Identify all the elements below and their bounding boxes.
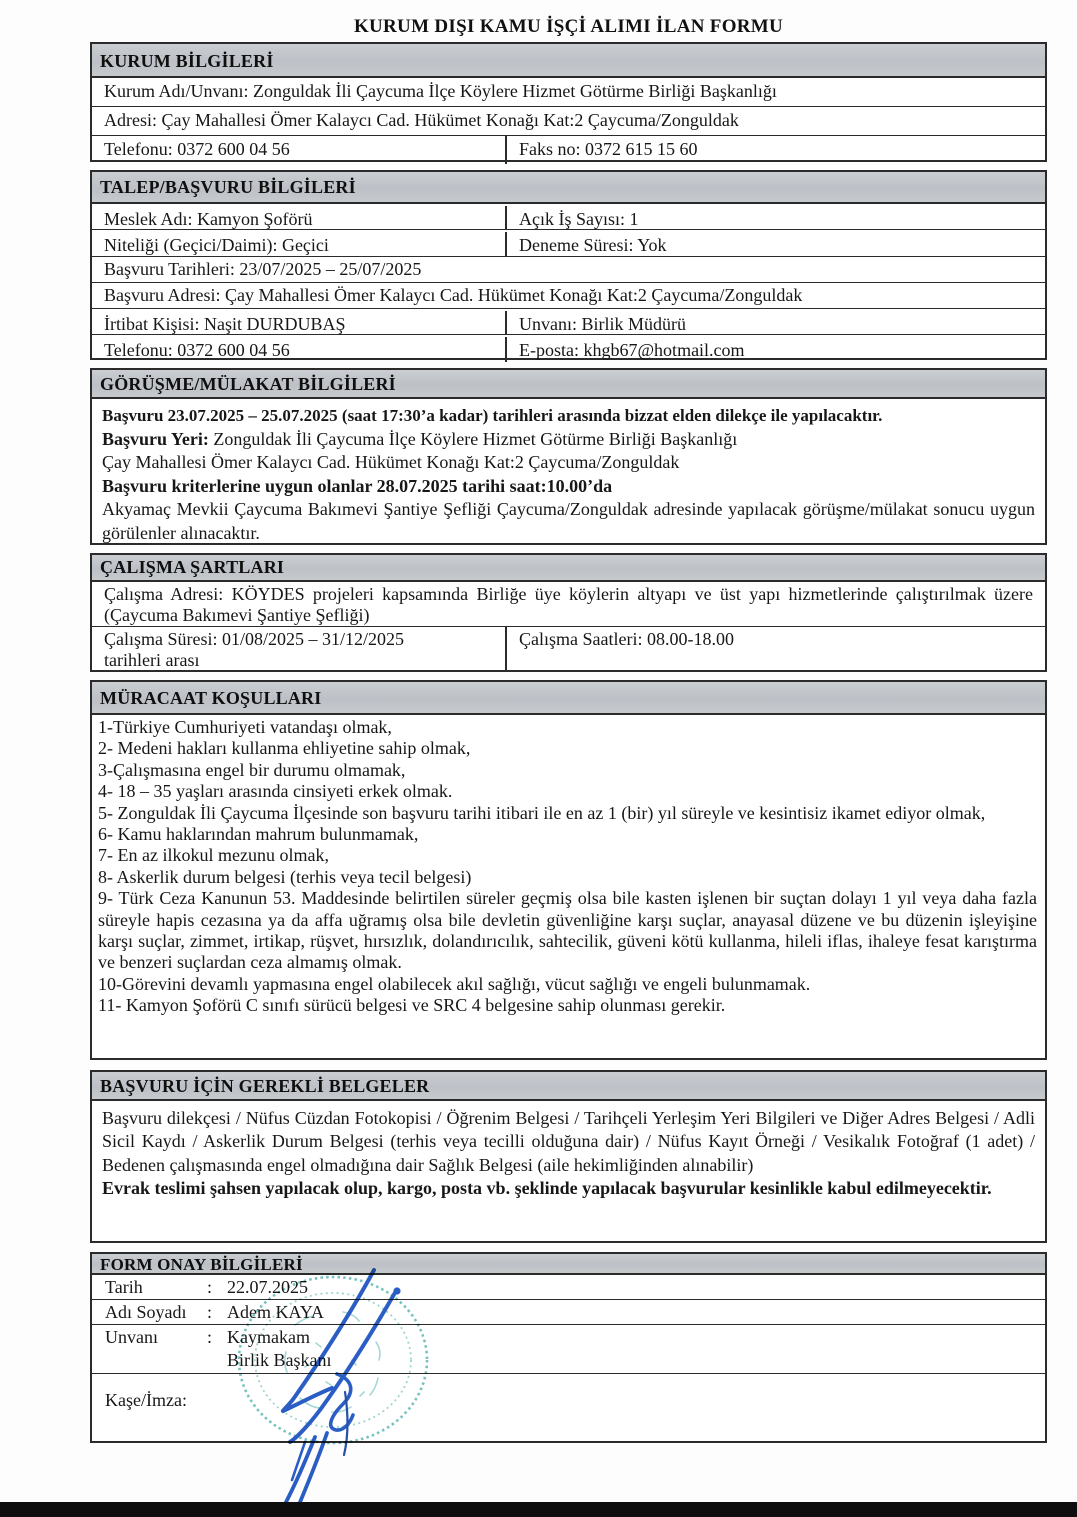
section-header-calisma: ÇALIŞMA ŞARTLARI — [92, 555, 1045, 582]
adi-soyadi-colon: : — [207, 1302, 213, 1322]
unvani-value-2: Birlik Başkanı — [227, 1350, 332, 1370]
muracaat-item-7: 7- En az ilkokul mezunu olmak, — [98, 845, 329, 866]
tarih-colon: : — [207, 1277, 213, 1297]
section-header-belgeler: BAŞVURU İÇİN GEREKLİ BELGELER — [92, 1072, 1045, 1101]
row-telefon-eposta — [92, 335, 1045, 361]
row-kurum-adi: Kurum Adı/Unvanı: Zonguldak İli Çaycuma İlçe Köylere Hizmet Götürme Birliği Başkanlığı — [92, 78, 1045, 107]
row-irtibat-unvan — [92, 309, 1045, 335]
row-telefon-faks — [92, 136, 1045, 164]
row-basvuru-adresi: Başvuru Adresi: Çay Mahallesi Ömer Kalaycı Cad. Hükümet Konağı Kat:2 Çaycuma/Zonguldak — [92, 283, 1045, 309]
section-header-muracaat: MÜRACAAT KOŞULLARI — [92, 682, 1045, 715]
section-gorusme-mulakat — [90, 368, 1047, 545]
section-talep-basvuru — [90, 170, 1047, 360]
row-niteligi-deneme — [92, 230, 1045, 256]
belgeler-text-block — [92, 1101, 1045, 1201]
cell-telefon2: Telefonu: 0372 600 04 56 — [92, 337, 507, 361]
cell-irtibat: İrtibat Kişisi: Naşit DURDUBAŞ — [92, 311, 507, 334]
row-meslek-acikis — [92, 204, 1045, 230]
cell-deneme: Deneme Süresi: Yok — [519, 235, 667, 256]
screenshot-bottom-bar — [0, 1502, 1077, 1517]
cell-telefon: Telefonu: 0372 600 04 56 — [92, 136, 507, 164]
section-header-onay: FORM ONAY BİLGİLERİ — [92, 1254, 1045, 1275]
gorusme-line2 — [102, 428, 1035, 452]
row-calisma-adresi: Çalışma Adresi: KÖYDES projeleri kapsamında Birliğe üye köylerin altyapı ve üst yapı hizmetlerinde çalıştırılmak üzere (Çaycuma Bakımevi Şantiye Şefliği) — [92, 582, 1045, 627]
gorusme-line2-label: Başvuru Yeri: — [102, 428, 214, 449]
belgeler-text: Başvuru dilekçesi / Nüfus Cüzdan Fotokopisi / Öğrenim Belgesi / Tarihçeli Yerleşim Yeri Bilgileri ve Diğer Adres Belgesi / Adli Sicil Kaydı / Askerlik Durum Belgesi (terhis veya tecilli olduğuna dair) / Nüfus Kayıt Örneği / Vesikalık Fotoğraf (1 adet) / Bedenen çalışmasında engel olmadığına dair Sağlık Belgesi (aile hekimliğinden alınabilir) — [102, 1108, 1035, 1175]
section-gerekli-belgeler — [90, 1070, 1047, 1243]
section-kurum-bilgileri — [90, 42, 1047, 162]
gorusme-line1: Başvuru 23.07.2025 – 25.07.2025 (saat 17:30’a kadar) tarihleri arasında bizzat elden dilekçe ile yapılacaktır. — [102, 406, 883, 425]
cell-niteligi: Niteliği (Geçici/Daimi): Geçici — [92, 232, 507, 255]
adi-soyadi-value: Adem KAYA — [227, 1302, 324, 1322]
unvani-value-1: Kaymakam — [227, 1327, 310, 1347]
muracaat-item-3: 3-Çalışmasına engel bir durumu olmamak, — [98, 759, 406, 780]
muracaat-item-5: 5- Zonguldak İli Çaycuma İlçesinde son başvuru tarihi itibari ile en az 1 (bir) yıl süreyle ve kesintisiz ikamet ediyor olmak, — [98, 802, 986, 823]
muracaat-item-1: 1-Türkiye Cumhuriyeti vatandaşı olmak, — [98, 717, 392, 737]
page-title: KURUM DIŞI KAMU İŞÇİ ALIMI İLAN FORMU — [353, 16, 784, 37]
muracaat-item-4: 4- 18 – 35 yaşları arasında cinsiyeti erkek olmak. — [98, 781, 453, 802]
cell-acik-is: Açık İş Sayısı: 1 — [519, 209, 639, 229]
muracaat-item-2: 2- Medeni hakları kullanma ehliyetine sahip olmak, — [98, 738, 471, 759]
calisma-suresi-line2: tarihleri arası — [104, 650, 200, 670]
row-kurum-adres: Adresi: Çay Mahallesi Ömer Kalaycı Cad. Hükümet Konağı Kat:2 Çaycuma/Zonguldak — [92, 107, 1045, 136]
row-unvani — [92, 1325, 1045, 1374]
cell-faks: Faks no: 0372 615 15 60 — [519, 139, 698, 159]
section-muracaat-kosullari — [90, 680, 1047, 1060]
kase-imza-label: Kaşe/İmza: — [105, 1390, 187, 1410]
cell-eposta: E-posta: khgb67@hotmail.com — [519, 340, 745, 361]
section-header-gorusme: GÖRÜŞME/MÜLAKAT BİLGİLERİ — [92, 370, 1045, 399]
cell-unvan: Unvanı: Birlik Müdürü — [519, 314, 686, 335]
cell-meslek: Meslek Adı: Kamyon Şoförü — [92, 206, 507, 229]
section-form-onay — [90, 1252, 1047, 1443]
row-kase-imza — [92, 1374, 1045, 1445]
adi-soyadi-label: Adı Soyadı — [105, 1302, 187, 1322]
tarih-label: Tarih — [105, 1277, 143, 1297]
tarih-value: 22.07.2025 — [227, 1277, 308, 1297]
row-tarih — [92, 1275, 1045, 1300]
calisma-suresi-line1: Çalışma Süresi: 01/08/2025 – 31/12/2025 — [104, 629, 404, 649]
muracaat-item-6: 6- Kamu haklarından mahrum bulunmamak, — [98, 824, 419, 845]
row-sure-saat — [92, 627, 1045, 672]
muracaat-item-10: 10-Görevini devamlı yapmasına engel olabilecek akıl sağlığı, vücut sağlığı ve engeli bulunmamak. — [98, 973, 811, 994]
row-adi-soyadi — [92, 1300, 1045, 1325]
unvani-label: Unvanı — [105, 1327, 158, 1347]
cell-calisma-suresi — [92, 627, 507, 672]
gorusme-line4: Başvuru kriterlerine uygun olanlar 28.07.2025 tarihi saat:10.00’da — [102, 475, 613, 496]
gorusme-line3: Çay Mahallesi Ömer Kalaycı Cad. Hükümet Konağı Kat:2 Çaycuma/Zonguldak — [102, 452, 680, 473]
gorusme-text-block — [92, 399, 1045, 546]
muracaat-item-9: 9- Türk Ceza Kanunun 53. Maddesinde belirtilen süreler geçmiş olsa bile kasten işlenen bir suçtan dolayı 1 yıl veya daha fazla süreyle hapis cezasına ya da affa uğramış olsa bile devletin güvenliğine karşı suçlar, anayasal düzene ve bu düzenin işleyişine karşı suçlar, zimmet, irtikap, rüşvet, hırsızlık, dolandırıcılık, sahtecilik, güveni kötü kullanma, hileli iflas, ihaleye fesat karıştırma ve benzeri suçlardan ceza almamış olmak. — [98, 888, 1037, 973]
section-header-kurum: KURUM BİLGİLERİ — [92, 44, 1045, 78]
belgeler-bold-note: Evrak teslimi şahsen yapılacak olup, kargo, posta vb. şeklinde yapılacak başvurular kesinlikle kabul edilmeyecektir. — [102, 1178, 992, 1199]
section-header-talep: TALEP/BAŞVURU BİLGİLERİ — [92, 172, 1045, 204]
muracaat-list — [92, 715, 1045, 1017]
row-basvuru-tarihleri: Başvuru Tarihleri: 23/07/2025 – 25/07/2025 — [92, 257, 1045, 283]
gorusme-line5: Akyamaç Mevkii Çaycuma Bakımevi Şantiye Şefliği Çaycuma/Zonguldak adresinde yapılacak görüşme/mülakat sonucu uygun görülenler alınacaktır. — [102, 499, 1035, 543]
muracaat-item-11: 11- Kamyon Şoförü C sınıfı sürücü belgesi ve SRC 4 belgesine sahip olunması gerekir. — [98, 995, 726, 1016]
section-calisma-sartlari — [90, 553, 1047, 672]
gorusme-line2-text: Zonguldak İli Çaycuma İlçe Köylere Hizmet Götürme Birliği Başkanlığı — [213, 428, 738, 449]
cell-calisma-saatleri: Çalışma Saatleri: 08.00-18.00 — [519, 629, 734, 649]
muracaat-item-8: 8- Askerlik durum belgesi (terhis veya tecil belgesi) — [98, 866, 472, 887]
unvani-colon: : — [207, 1327, 213, 1347]
